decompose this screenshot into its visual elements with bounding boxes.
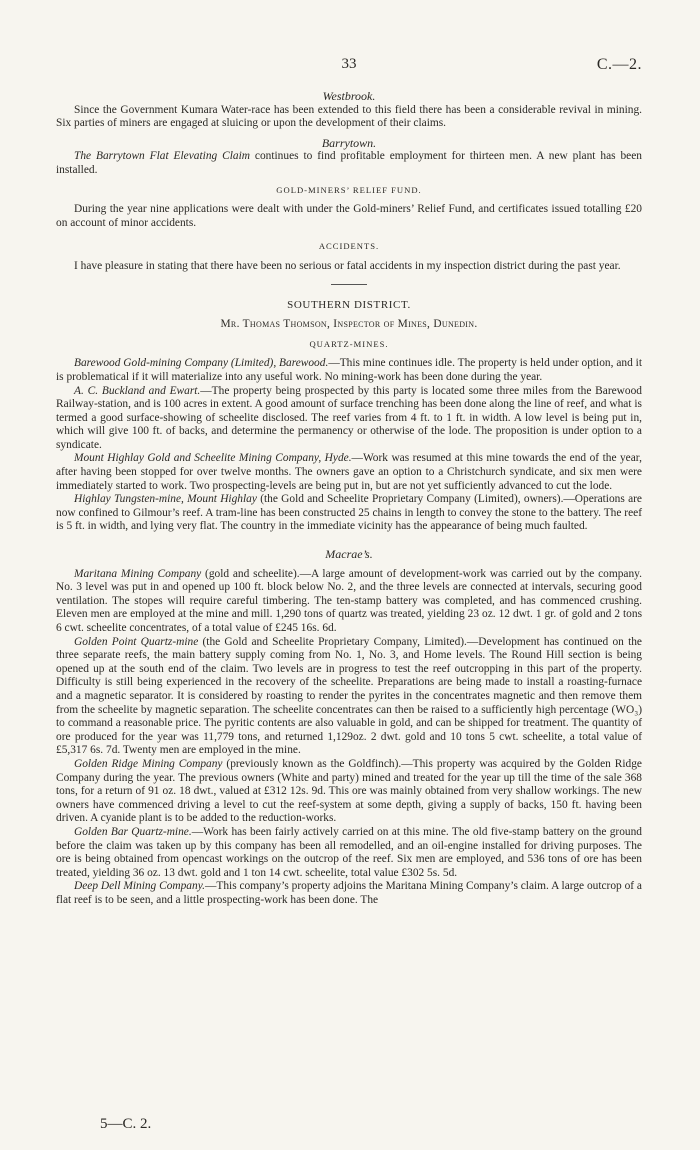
- mine-description: (the Gold and Scheelite Proprietary Company (Limited), owners).—Operations are now confined to Gilmour’s reef. A tram-line has been constructed 25 chains in length to convey the stone to the battery. The reef is 5 ft. in width, and lying very flat. The country in the immediate vicinity has the appearance of being much faulted.: [56, 493, 642, 533]
- page-header: [56, 56, 642, 78]
- page-number: 33: [341, 56, 357, 72]
- mine-paragraph: [56, 452, 642, 493]
- mine-name: Golden Ridge Mining Company: [74, 757, 223, 770]
- barrytown-claim-name: The Barrytown Flat Elevating Claim: [74, 150, 250, 163]
- mine-paragraph: [56, 636, 642, 758]
- mine-paragraph: [56, 880, 642, 907]
- inspector-line: Mr. Thomas Thomson, Inspector of Mines, Dunedin.: [220, 318, 478, 331]
- mine-name: Golden Bar Quartz-mine.: [74, 825, 192, 838]
- page-footer: 5—C. 2.: [100, 1116, 152, 1132]
- westbrook-text: Since the Government Kumara Water-race has been extended to this field there has been a considerable revival in mining. Six parties of miners are engaged at sluicing or upon the development of their claims.: [56, 103, 642, 130]
- mine-paragraph: [56, 568, 642, 636]
- barrytown-heading: Barrytown.: [321, 135, 377, 150]
- mine-paragraph: [56, 826, 642, 880]
- mine-description: (the Gold and Scheelite Proprietary Company, Limited).—Development has continued on the three separate reefs, the main battery supply coming from No. 1, No. 3, and Home levels. The Round Hill section is being opened up at the south end of the claim. Two levels are in progress to test the reef outcropping in this part of the property. Difficulty is still being experienced in the recovery of the scheelite. Preparations are being made to install a roasting-furnace and a magnetic separator. It is considered by roasting to render the pyrites in the concentrates magnetic and then remove them from the scheelite by magnetic separation. The scheelite concentrates can then be raised to a sufficiently high percentage (WO₃) to command a reasonable price. The pyritic contents are also valuable in gold, and can be shipped for treatment. The quantity of ore produced for the year was 11,779 tons, and returned 1,129oz. 2 dwt. gold and 10 tons 5 cwt. scheelite, a total value of £5,317 6s. 7d. Twenty men are employed in the mine.: [56, 635, 642, 757]
- accidents-text: I have pleasure in stating that there have been no serious or fatal accidents in my inspection district during the past year.: [74, 259, 621, 272]
- mine-description: (previously known as the Goldfinch).—This property was acquired by the Golden Ridge Company during the year. The previous owners (White and party) mined and treated for the year up till the time of the sale 368 tons, for a return of 91 oz. 18 dwt., valued at £312 12s. 9d. This ore was mainly obtained from very shallow workings. The new owners have commenced driving a level to cut the reef-system at some depth, giving a supply of backs, 150 ft. having been driven. A cyanide plant is to be added to the reduction-works.: [56, 757, 642, 825]
- barrytown-text-rest: continues to find profitable employment for thirteen men. A new plant has been installed.: [56, 150, 642, 176]
- mine-name: Mount Highlay Gold and Scheelite Mining Company, Hyde.: [74, 452, 352, 465]
- westbrook-heading: Westbrook.: [322, 89, 376, 103]
- southern-district-heading: SOUTHERN DISTRICT.: [287, 298, 411, 311]
- accidents-heading: ACCIDENTS.: [318, 241, 380, 252]
- macraes-paragraphs: [56, 568, 642, 908]
- mine-paragraph: [56, 758, 642, 826]
- mine-paragraph: [56, 357, 642, 384]
- mine-name: Barewood Gold-mining Company (Limited), Barewood.: [74, 357, 329, 370]
- page-body: [56, 90, 642, 907]
- mine-description: —Work was resumed at this mine towards the end of the year, after having been stopped for over twelve months. The owners gave an option to a Christchurch syndicate, and six men were immediately started to work. Two prospecting-levels are being put in, but are not yet sufficiently advanced to cut the lode.: [56, 452, 642, 492]
- mine-description: —This company’s property adjoins the Maritana Mining Company’s claim. A large outcrop of a flat reef is to be seen, and a little prospecting-work has been done. The: [56, 880, 642, 906]
- mine-paragraph: [56, 493, 642, 534]
- barrytown-text: [56, 150, 642, 177]
- mine-paragraph: [56, 385, 642, 453]
- mine-name: A. C. Buckland and Ewart.: [74, 384, 201, 397]
- macraes-heading: Macrae’s.: [325, 547, 373, 562]
- relief-fund-heading: GOLD-MINERS’ RELIEF FUND.: [276, 184, 422, 195]
- mine-description: —This mine continues idle. The property is held under option, and it is problematical if it will materialize into any useful work. No mining-work has been done during the year.: [56, 357, 642, 383]
- mine-description: —The property being prospected by this party is located some three miles from the Barewood Railway-station, and is 100 acres in extent. A good amount of surface trenching has been done along the line of reef, and what is termed a good surface-showing of scheelite disclosed. The reef varies from 4 ft. to 1 ft. in width. A low level is being put in, which will give 100 ft. of backs, and determine the permanency or otherwise of the lode. The proposition is under option to a syndicate.: [56, 384, 642, 451]
- relief-fund-text: During the year nine applications were dealt with under the Gold-miners’ Relief Fund, and certificates issued totalling £20 on account of minor accidents.: [56, 203, 642, 229]
- quartz-mines-paragraphs: [56, 357, 642, 534]
- mine-description: (gold and scheelite).—A large amount of development-work was carried out by the company. No. 3 level was put in and opened up 100 ft. block below No. 2, and the three levels are connected at intervals, securing good ventilation. The stopes will require careful timbering. The ten-stamp battery was completed, and has commenced crushing. Eleven men are employed at the mine and mill. 1,290 tons of quartz was treated, yielding 23 oz. 12 dwt. 1 gr. of gold and 2 tons 6 cwt. scheelite concentrates, of a total value of £245 16s. 6d.: [56, 567, 642, 634]
- document-reference: C.—2.: [596, 56, 642, 73]
- mine-name: Highlay Tungsten-mine, Mount Highlay: [74, 493, 257, 506]
- mine-name: Maritana Mining Company: [74, 567, 202, 580]
- quartz-mines-heading: QUARTZ-MINES.: [309, 338, 389, 349]
- mine-description: —Work has been fairly actively carried on at this mine. The old five-stamp battery on the ground before the claim was taken up by this company has been all remodelled, and an oil-engine installed for driving purposes. The ore is being obtained from opencast workings on the outcrop of the reef. Six men are employed, and 536 tons of ore has been treated, yielding 36 oz. 13 dwt. gold and 1 ton 14 cwt. scheelite, total value £302 5s. 5d.: [56, 825, 642, 879]
- mine-name: Deep Dell Mining Company.: [74, 880, 205, 893]
- mine-name: Golden Point Quartz-mine: [74, 635, 199, 648]
